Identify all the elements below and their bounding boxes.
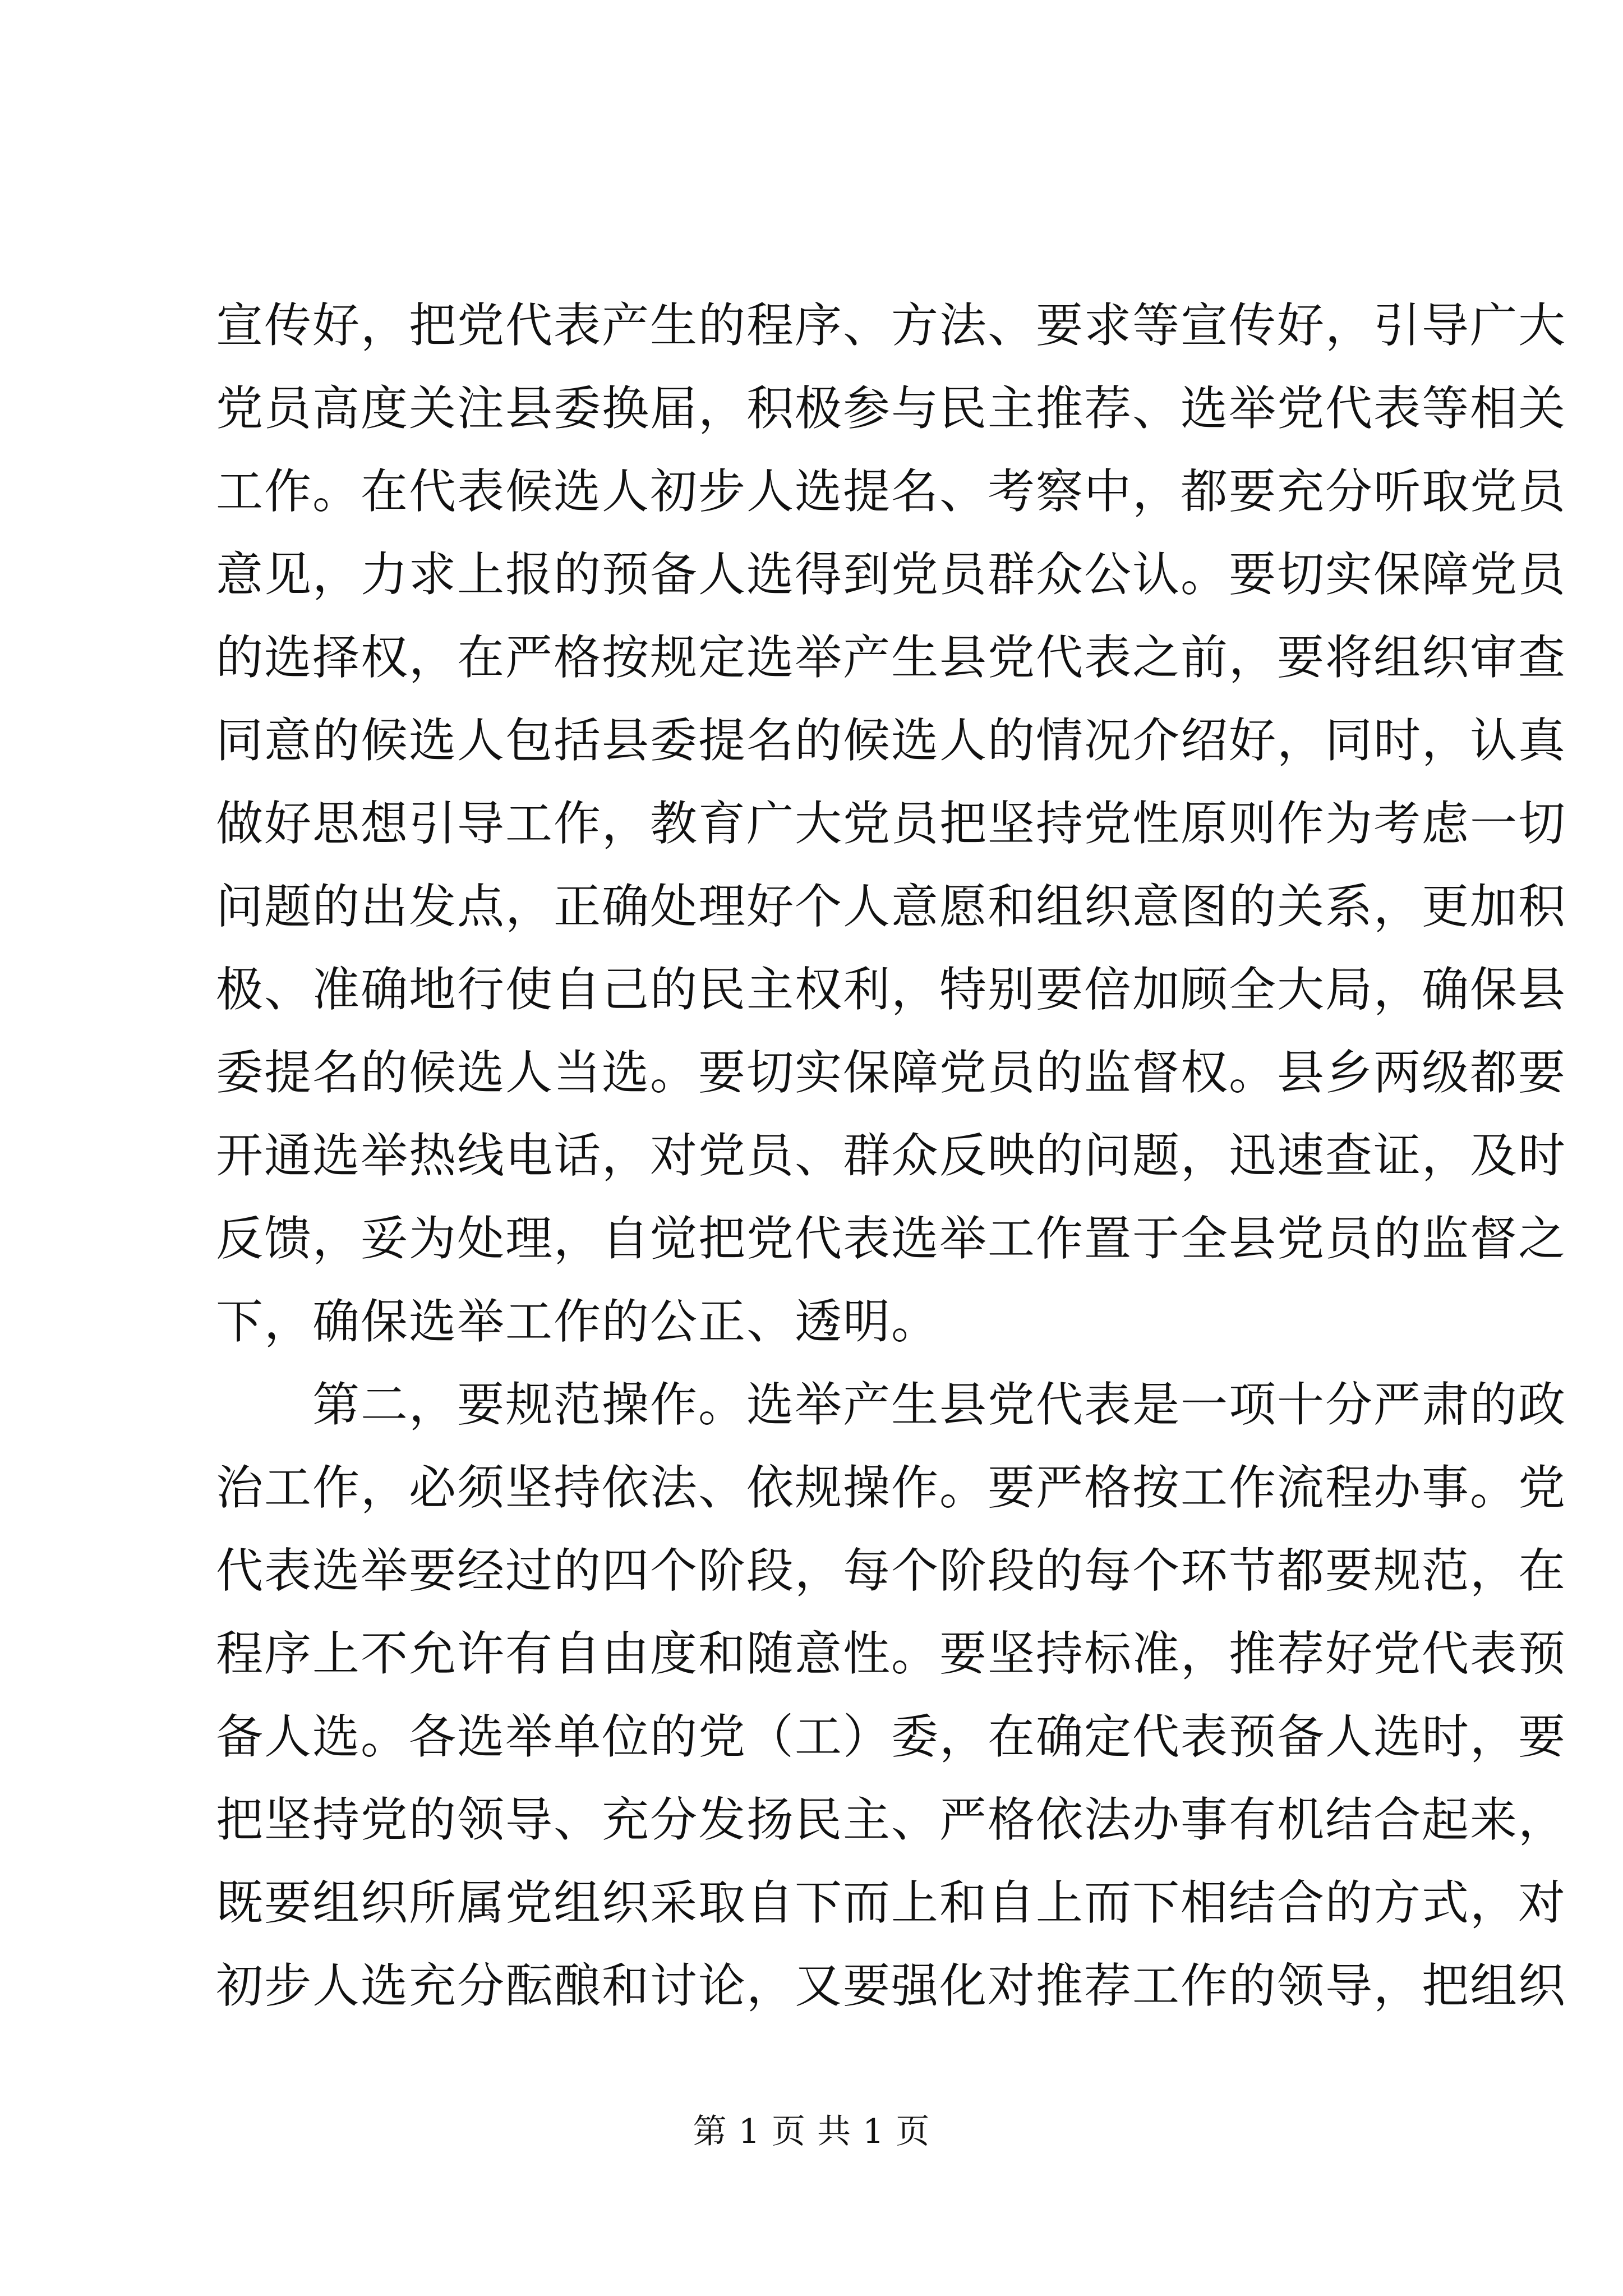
text-line: 做好思想引导工作，教育广大党员把坚持党性原则作为考虑一切 [216, 796, 1567, 851]
text-line: 备人选。各选举单位的党（工）委，在确定代表预备人选时，要 [216, 1709, 1567, 1764]
text-line: 极、准确地行使自己的民主权利，特别要倍加顾全大局，确保县 [216, 962, 1567, 1017]
text-line: 同意的候选人包括县委提名的候选人的情况介绍好，同时，认真 [216, 713, 1567, 768]
paragraph-start-line: 第二，要规范操作。选举产生县党代表是一项十分严肃的政 [216, 1377, 1567, 1432]
text-line: 宣传好，把党代表产生的程序、方法、要求等宣传好，引导广大 [216, 298, 1567, 353]
text-line: 委提名的候选人当选。要切实保障党员的监督权。县乡两级都要 [216, 1045, 1567, 1100]
text-line: 问题的出发点，正确处理好个人意愿和组织意图的关系，更加积 [216, 879, 1567, 934]
text-line: 下，确保选举工作的公正、透明。 [216, 1294, 940, 1349]
text-line: 开通选举热线电话，对党员、群众反映的问题，迅速查证，及时 [216, 1128, 1567, 1183]
text-line: 初步人选充分酝酿和讨论，又要强化对推荐工作的领导，把组织 [216, 1958, 1567, 2013]
text-line: 反馈，妥为处理，自觉把党代表选举工作置于全县党员的监督之 [216, 1211, 1567, 1266]
text-line: 把坚持党的领导、充分发扬民主、严格依法办事有机结合起来， [216, 1792, 1567, 1847]
text-line: 党员高度关注县委换届，积极参与民主推荐、选举党代表等相关 [216, 381, 1567, 436]
text-line: 的选择权，在严格按规定选举产生县党代表之前，要将组织审查 [216, 630, 1567, 685]
text-line: 治工作，必须坚持依法、依规操作。要严格按工作流程办事。党 [216, 1460, 1567, 1515]
text-line: 意见，力求上报的预备人选得到党员群众公认。要切实保障党员 [216, 547, 1567, 602]
page-number-footer: 第 1 页 共 1 页 [693, 2112, 930, 2151]
text-line: 既要组织所属党组织采取自下而上和自上而下相结合的方式，对 [216, 1875, 1567, 1930]
text-line: 代表选举要经过的四个阶段，每个阶段的每个环节都要规范，在 [216, 1543, 1567, 1598]
text-line: 程序上不允许有自由度和随意性。要坚持标准，推荐好党代表预 [216, 1626, 1567, 1681]
text-line: 工作。在代表候选人初步人选提名、考察中，都要充分听取党员 [216, 464, 1567, 519]
